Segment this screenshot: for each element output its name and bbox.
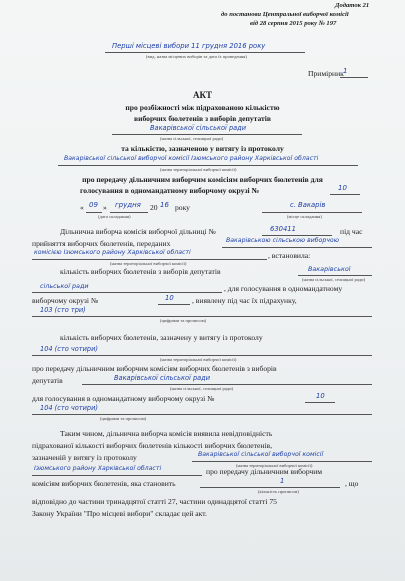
date-caption: (дата складання) xyxy=(98,214,131,219)
council-name-handwriting: Вакарівської сільської ради xyxy=(150,124,247,132)
p1-text-c: прийняття виборчих бюлетенів, переданих xyxy=(32,239,171,248)
p2-text-b: , для голосування в одномандатному xyxy=(224,284,343,293)
p3-caption-1: (назва територіальної виборчої комісії) xyxy=(160,357,237,362)
date-year-suffix: 16 xyxy=(160,201,169,209)
p4-text-h: Закону України "Про місцеві вибори" складає цей акт. xyxy=(32,509,207,518)
title-district-number: 10 xyxy=(338,184,347,192)
appendix-label: Додаток 21 xyxy=(335,2,370,9)
date-year-prefix: 20 xyxy=(150,203,158,212)
date-year-word: року xyxy=(175,203,190,212)
copy-label: Примірник xyxy=(308,69,344,78)
p4-text-g: відповідно до частини тринадцятої статті 27, частини одинадцятої статті 75 xyxy=(32,497,277,506)
title-line-3: та кількістю, зазначеною у витягу із протоколу xyxy=(121,144,284,153)
p4-text-d: про передачу дільничним виборчим xyxy=(206,467,323,476)
p4-text-e: комісіям виборчих бюлетенів, яка становить xyxy=(32,479,176,488)
p2-handwriting-1: Вакарівської xyxy=(308,265,351,273)
place-handwriting: с. Вакарів xyxy=(290,201,326,209)
p4-handwriting-2: Ізюмського району Харківської області xyxy=(34,465,162,472)
p3-district-number: 10 xyxy=(316,392,325,400)
p4-difference-handwriting: 1 xyxy=(280,477,285,485)
p2-count-handwriting: 103 (сто три) xyxy=(40,306,86,314)
p4-text-c: зазначеній у витягу із протоколу xyxy=(32,453,137,462)
p3-count2-caption: (цифрами та прописом) xyxy=(100,416,147,421)
title-line-5: голосування в одномандатному виборчому окрузі № xyxy=(80,186,260,195)
commission-name-handwriting: Вакарівської сільської виборчої комісії Ізюмського району Харківської області xyxy=(64,155,319,162)
election-name-handwriting: Перші місцеві вибори 11 грудня 2016 року xyxy=(112,42,266,50)
p4-caption-2: (кількість прописом) xyxy=(258,489,299,494)
p2-text-a: кількість виборчих бюлетенів з виборів депутатів xyxy=(60,267,221,276)
p1-caption: (назва територіальної виборчої комісії) xyxy=(110,261,187,266)
p1-handwriting-2: комісією Ізюмського району Харківської області xyxy=(34,249,191,256)
p3-text-d: для голосування в одномандатному виборчому окрузі № xyxy=(32,394,215,403)
commission-caption: (назва територіальної виборчої комісії) xyxy=(160,167,237,172)
document-page: Додаток 21 до постанови Центральної виборчої комісії від 28 серпня 2015 року № 197 Перші місцеві вибори 11 грудня 2016 року (вид, назва місцевих виборів та дата їх проведення) Примірник 1 АКТ про розбіжності між підрахованою кількістю виборчих бюлетенів з виборів депутатів Вакарівської сільської ради (назва сільської, селищної ради) та кількістю, зазначеною у витягу із протоколу Вакарівської сільської виборчої комісії Ізюмського району Харківської області (назва територіальної виборчої комісії) про передачу дільничним виборчим комісіям виборчих бюлетенів для голосування в одномандатному виборчому окрузі № 10 « 09 » грудня 20 16 року (дата складання) с. Вакарів (місце складання) Дільнична виборча комісія виборчої дільниці № 630411 під час прийняття виборчих бюлетенів, переданих Вакарівською сільською виборчою комісією Ізюмського району Харківської області , встановила: (назва територіальної виборчої комісії) кількість виборчих бюлетенів з виборів депутатів Вакарівської (назва сільської, селищної ради) сільської ради , для голосування в одномандатному виборчому окрузі № 10 , виявлену під час їх підрахунку, 103 (сто три) (цифрами та прописом) кількість виборчих бюлетенів, зазначену у витягу із протоколу 104 (сто чотири) (назва територіальної виборчої комісії) про передачу дільничним виборчим комісіям виборчих бюлетенів з виборів депутатів Вакарівської сільської ради (назва сільської, селищної ради) для голосування в одномандатному виборчому окрузі № 10 104 (сто чотири) (цифрами та прописом) Таким чином, дільнична виборча комісія виявила невідповідність підрахованої кількості виборчих бюлетенів кількості виборчих бюлетенів, зазначеній у витягу із протоколу Вакарівської сільської виборчої комісії (назва територіальної виборчої комісії) Ізюмського району Харківської області про передачу дільничним виборчим комісіям виборчих бюлетенів, яка становить 1 , що (кількість прописом) відповідно до частини тринадцятої статті 27, частини одинадцятої статті 75 Закону України "Про місцеві вибори" складає цей акт. xyxy=(0,0,405,581)
p1-text-a: Дільнична виборча комісія виборчої дільниці № xyxy=(60,227,216,236)
title-line-4: про передачу дільничним виборчим комісіям виборчих бюлетенів для xyxy=(82,175,323,184)
p1-text-d: , встановила: xyxy=(268,251,311,260)
p4-text-a: Таким чином, дільнична виборча комісія виявила невідповідність xyxy=(60,429,273,438)
p1-handwriting-1: Вакарівською сільською виборчою xyxy=(226,237,339,244)
copy-number: 1 xyxy=(343,67,348,75)
p3-count-handwriting: 104 (сто чотири) xyxy=(40,345,98,353)
act-title: АКТ xyxy=(192,90,213,100)
p3-text-c: депутатів xyxy=(32,376,63,385)
p3-caption-2: (назва сільської, селищної ради) xyxy=(170,386,234,391)
station-number: 630411 xyxy=(270,225,296,233)
place-caption: (місце складання) xyxy=(287,214,322,219)
p3-count2-handwriting: 104 (сто чотири) xyxy=(40,404,98,412)
date-day: 09 xyxy=(89,201,98,209)
decree-line-2: від 28 серпня 2015 року № 197 xyxy=(250,20,337,27)
decree-line-1: до постанови Центральної виборчої комісії xyxy=(221,11,349,18)
p1-text-b: під час xyxy=(340,227,363,236)
p2-handwriting-2: сільської ради xyxy=(40,282,89,290)
title-line-2: виборчих бюлетенів з виборів депутатів xyxy=(134,114,271,123)
council-caption: (назва сільської, селищної ради) xyxy=(160,136,224,141)
p2-district-number: 10 xyxy=(165,294,174,302)
date-month: грудня xyxy=(115,201,141,209)
p2-caption: (назва сільської, селищної ради) xyxy=(302,277,366,282)
p4-text-b: підрахованої кількості виборчих бюлетенів кількості виборчих бюлетенів, xyxy=(32,441,273,450)
p4-caption-1: (назва територіальної виборчої комісії) xyxy=(236,463,313,468)
title-line-1: про розбіжності між підрахованою кількістю xyxy=(125,103,280,112)
p2-count-caption: (цифрами та прописом) xyxy=(160,318,207,323)
p4-handwriting-1: Вакарівської сільської виборчої комісії xyxy=(198,451,324,458)
p2-text-d: , виявлену під час їх підрахунку, xyxy=(192,296,297,305)
p2-text-c: виборчому окрузі № xyxy=(32,296,99,305)
p3-text-a: кількість виборчих бюлетенів, зазначену у витягу із протоколу xyxy=(60,333,263,342)
election-name-caption: (вид, назва місцевих виборів та дата їх проведення) xyxy=(146,54,247,59)
p3-council-handwriting: Вакарівської сільської ради xyxy=(114,374,211,382)
p3-text-b: про передачу дільничним виборчим комісіям виборчих бюлетенів з виборів xyxy=(32,364,277,373)
p4-text-f: , що xyxy=(345,479,359,488)
